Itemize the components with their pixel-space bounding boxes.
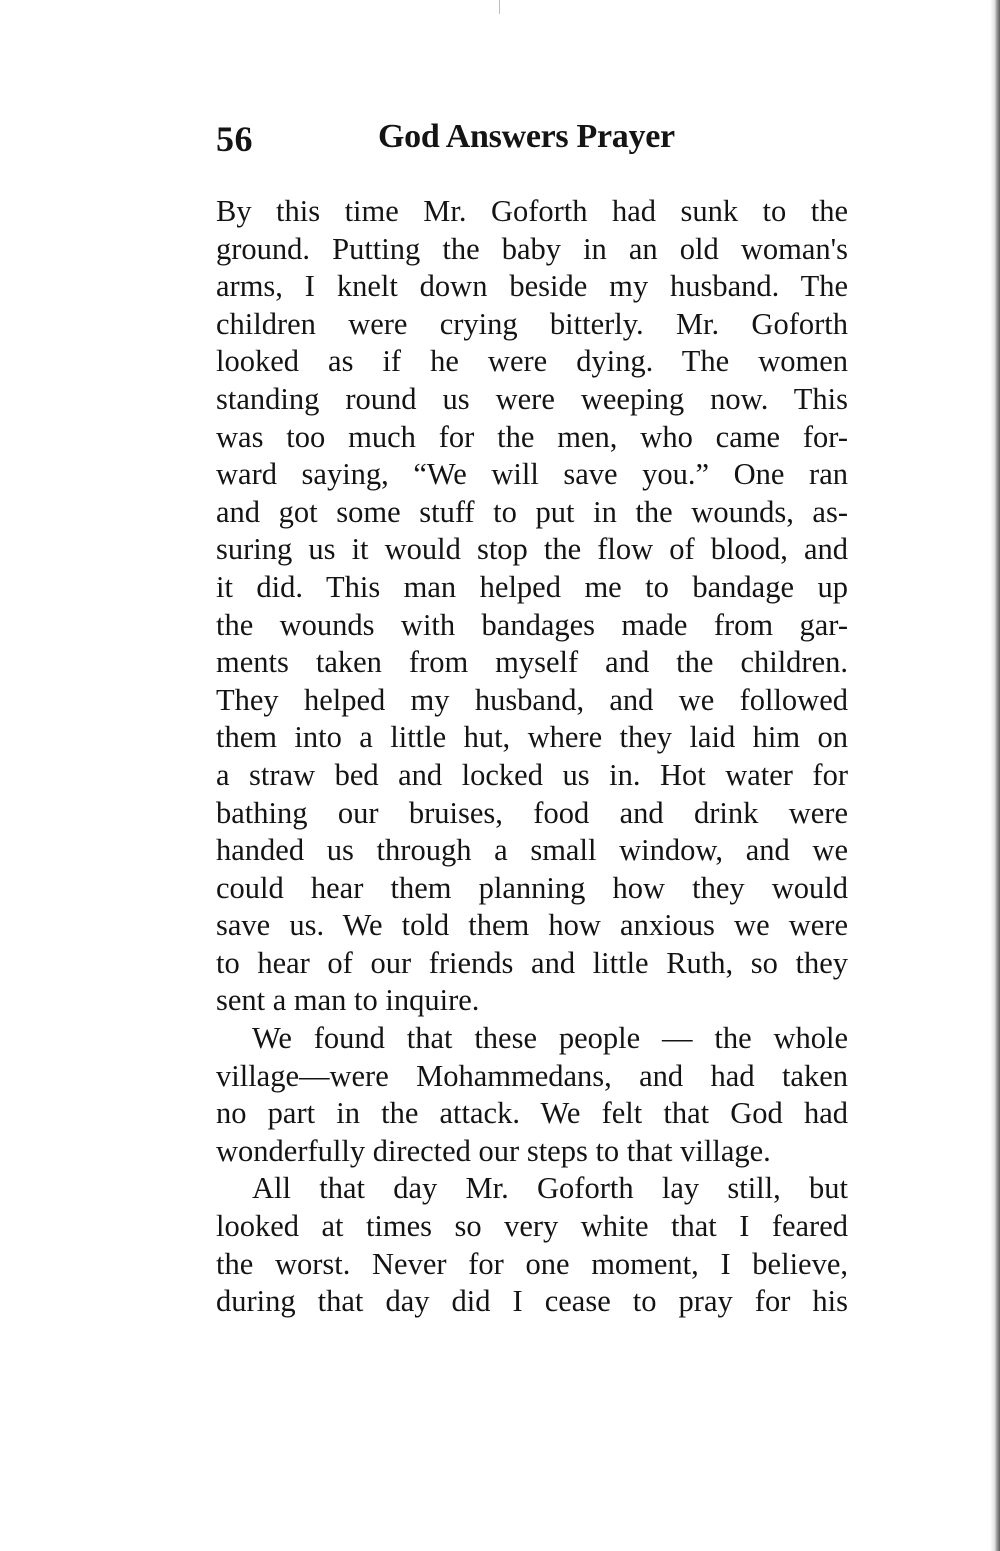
text-line: wonderfully directed our steps to that village. bbox=[216, 1133, 771, 1168]
text-line: the wounds with bandages made from gar- bbox=[216, 607, 848, 642]
page-edge-shadow bbox=[990, 0, 1000, 1551]
text-line: a straw bed and locked us in. Hot water for bbox=[216, 757, 848, 792]
text-line: By this time Mr. Goforth had sunk to the bbox=[216, 194, 848, 228]
text-line: save us. We told them how anxious we were bbox=[216, 908, 848, 943]
page-header bbox=[216, 118, 848, 168]
text-line: bathing our bruises, food and drink were bbox=[216, 795, 848, 830]
text-line: suring us it would stop the flow of blood, and bbox=[216, 532, 848, 567]
text-line: handed us through a small window, and we bbox=[216, 833, 848, 868]
text-line: They helped my husband, and we followed bbox=[216, 682, 848, 717]
text-line: ments taken from myself and the children. bbox=[216, 645, 848, 680]
text-line: village—were Mohammedans, and had taken bbox=[216, 1058, 848, 1093]
text-line: could hear them planning how they would bbox=[216, 870, 848, 905]
paragraph bbox=[216, 1020, 848, 1170]
text-line: no part in the attack. We felt that God had bbox=[216, 1096, 848, 1131]
paragraph bbox=[216, 193, 848, 1020]
text-line: looked as if he were dying. The women bbox=[216, 344, 848, 379]
text-line: sent a man to inquire. bbox=[216, 983, 480, 1018]
text-line: standing round us were weeping now. This bbox=[216, 381, 848, 416]
page-number: 56 bbox=[216, 119, 253, 159]
running-title: God Answers Prayer bbox=[378, 118, 675, 155]
text-line: ward saying, “We will save you.” One ran bbox=[216, 457, 848, 492]
text-line: We found that these people — the whole bbox=[252, 1021, 848, 1056]
text-line: to hear of our friends and little Ruth, so they bbox=[216, 945, 848, 980]
scan-mark bbox=[499, 0, 500, 14]
text-line: ground. Putting the baby in an old woman's bbox=[216, 231, 848, 266]
body-text bbox=[216, 193, 848, 1321]
text-line: arms, I knelt down beside my husband. The bbox=[216, 269, 848, 304]
text-line: children were crying bitterly. Mr. Goforth bbox=[216, 306, 848, 341]
text-line: it did. This man helped me to bandage up bbox=[216, 569, 848, 604]
text-line: looked at times so very white that I feared bbox=[216, 1209, 848, 1244]
text-line: during that day did I cease to pray for his bbox=[216, 1284, 848, 1319]
paragraph bbox=[216, 1170, 848, 1320]
text-line: the worst. Never for one moment, I believe, bbox=[216, 1246, 848, 1281]
text-line: them into a little hut, where they laid him on bbox=[216, 720, 848, 755]
text-line: was too much for the men, who came for- bbox=[216, 419, 848, 454]
text-line: and got some stuff to put in the wounds, as- bbox=[216, 494, 848, 529]
text-line: All that day Mr. Goforth lay still, but bbox=[252, 1171, 848, 1206]
